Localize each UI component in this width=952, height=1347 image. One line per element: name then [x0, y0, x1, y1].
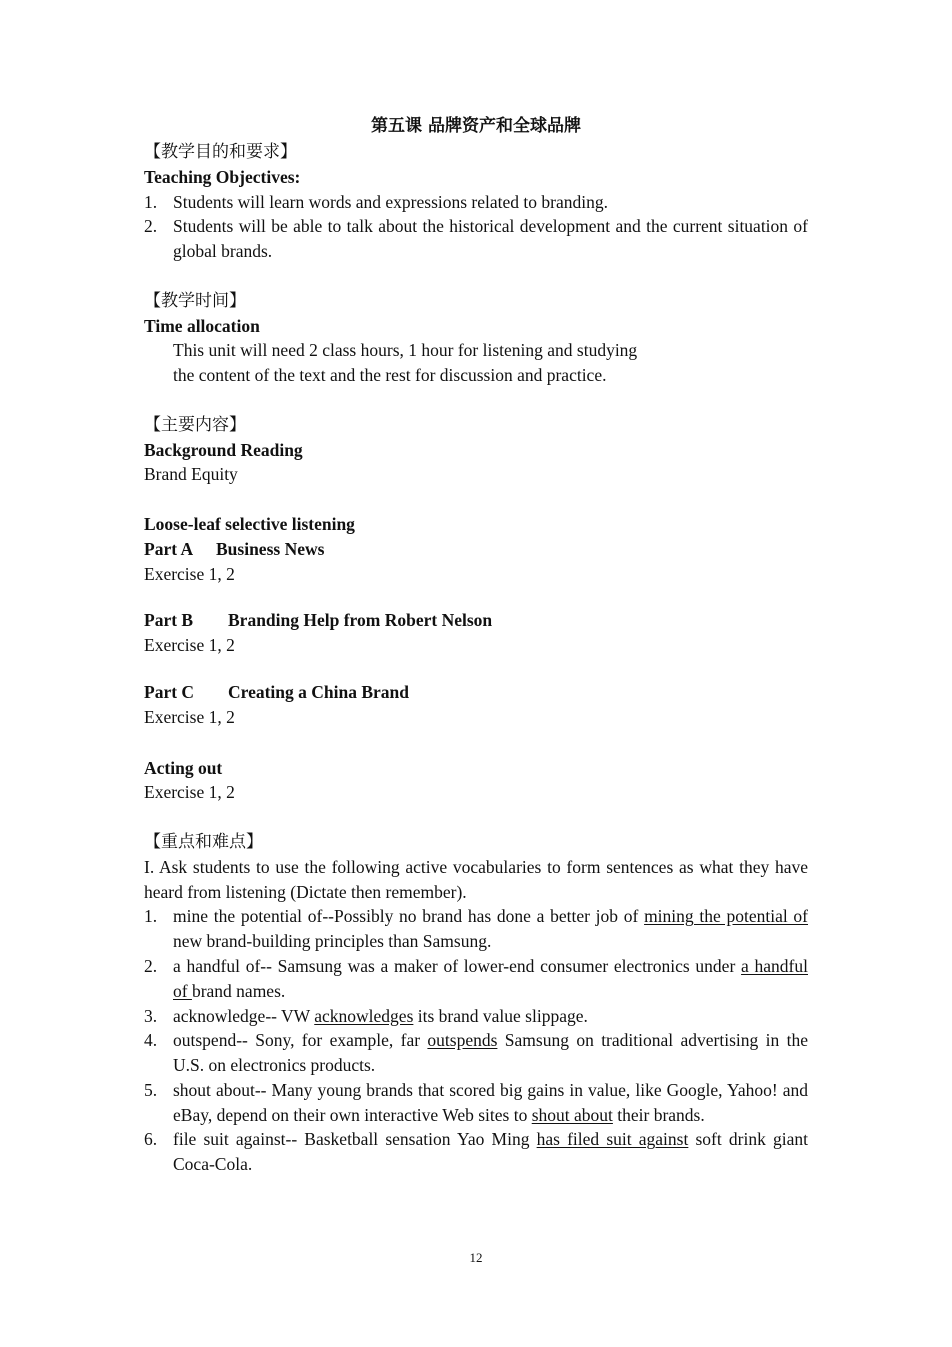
- loose-leaf-heading: Loose-leaf selective listening: [144, 513, 355, 534]
- time-line-2: the content of the text and the rest for discussion and practice.: [173, 365, 607, 386]
- item-number: 2.: [144, 216, 158, 237]
- part-a-heading: [144, 537, 808, 562]
- item-number: 4.: [144, 1030, 158, 1051]
- item-number: 3.: [144, 1005, 158, 1026]
- objectives-en-heading: Teaching Objectives:: [144, 166, 301, 187]
- item-number: 1.: [144, 906, 158, 927]
- list-item: [144, 1004, 808, 1029]
- lesson-title: 第五课 品牌资产和全球品牌: [371, 116, 581, 136]
- part-title: Branding Help from Robert Nelson: [228, 610, 493, 631]
- list-item: [144, 214, 808, 264]
- content-cn-heading: 【主要内容】: [144, 414, 246, 435]
- item-text: outspend-- Sony, for example, far outspends Samsung on traditional advertising in the U.S. on electronics products.: [173, 1030, 808, 1076]
- item-number: 2.: [144, 955, 158, 976]
- item-number: 1.: [144, 191, 158, 212]
- list-item: [144, 1028, 808, 1078]
- time-en-heading: Time allocation: [144, 315, 260, 336]
- item-text: mine the potential of--Possibly no brand has done a better job of mining the potential of new brand-building principles than Samsung.: [173, 906, 809, 952]
- document-page: [144, 112, 808, 1177]
- underlined-phrase: a handful of: [173, 955, 808, 1001]
- list-item: [144, 1127, 808, 1177]
- list-item: [144, 904, 808, 954]
- item-text: Students will be able to talk about the historical development and the current situation of global brands.: [173, 216, 808, 262]
- key-points-cn-heading: 【重点和难点】: [144, 831, 263, 852]
- underlined-phrase: shout about: [531, 1104, 613, 1125]
- part-title: Business News: [216, 538, 325, 559]
- objectives-cn-heading: 【教学目的和要求】: [144, 142, 297, 162]
- part-b-heading: [144, 608, 808, 633]
- underlined-phrase: acknowledges: [314, 1005, 414, 1026]
- part-c-exercise: Exercise 1, 2: [144, 706, 235, 727]
- part-label: Part C: [144, 681, 195, 702]
- acting-out-exercise: Exercise 1, 2: [144, 782, 235, 803]
- item-text: a handful of-- Samsung was a maker of lower-end consumer electronics under a handful of brand names.: [173, 955, 808, 1001]
- part-label: Part B: [144, 610, 194, 631]
- item-text: shout about-- Many young brands that scored big gains in value, like Google, Yahoo! and eBay, depend on their own interactive Web sites to shout about their brands.: [173, 1079, 808, 1125]
- part-label: Part A: [144, 538, 194, 559]
- underlined-phrase: outspends: [427, 1030, 498, 1051]
- time-line-1: This unit will need 2 class hours, 1 hour for listening and studying: [173, 340, 638, 361]
- list-item: [144, 190, 808, 215]
- key-points-intro: I. Ask students to use the following active vocabularies to form sentences as what they have heard from listening (Dictate then remember).: [144, 856, 808, 902]
- part-b-exercise: Exercise 1, 2: [144, 635, 235, 656]
- part-a-exercise: Exercise 1, 2: [144, 563, 235, 584]
- time-cn-heading: 【教学时间】: [144, 290, 246, 311]
- underlined-phrase: has filed suit against: [536, 1129, 689, 1150]
- item-text: file suit against-- Basketball sensation Yao Ming has filed suit against soft drink giant Coca-Cola.: [173, 1129, 808, 1175]
- item-number: 5.: [144, 1079, 158, 1100]
- acting-out-heading: Acting out: [144, 757, 223, 778]
- page-number: 12: [469, 1250, 483, 1265]
- item-number: 6.: [144, 1129, 158, 1150]
- background-item: Brand Equity: [144, 464, 238, 485]
- list-item: [144, 1078, 808, 1128]
- item-text: acknowledge-- VW acknowledges its brand value slippage.: [173, 1005, 588, 1026]
- item-text: Students will learn words and expressions related to branding.: [173, 191, 608, 212]
- background-heading: Background Reading: [144, 439, 303, 460]
- part-title: Creating a China Brand: [228, 681, 410, 702]
- part-c-heading: [144, 680, 808, 705]
- underlined-phrase: mining the potential of: [644, 906, 809, 927]
- list-item: [144, 954, 808, 1004]
